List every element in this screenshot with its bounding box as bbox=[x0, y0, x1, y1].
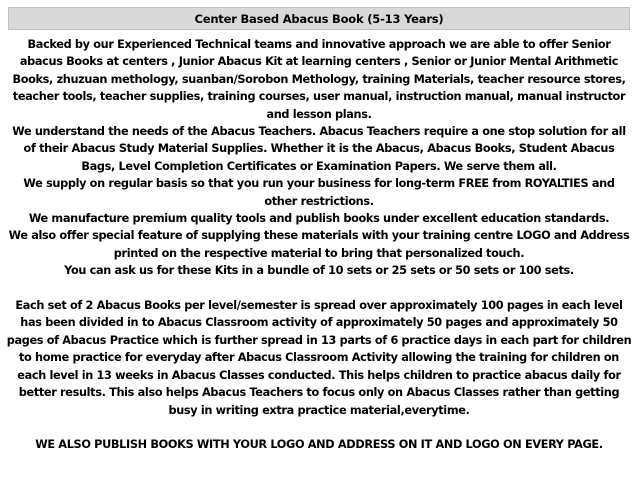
paragraph-gap bbox=[6, 280, 632, 297]
paragraph-offerings: Backed by our Experienced Technical teams and innovative approach we are able to offer Senior abacus Books at centers , Junior Abacus Kit at learning centers , Senior or Junior Mental Arithmetic Books, zhuzuan methology, suanban/Sorobon Methology, training Materials, teacher resource stores, teacher tools, teacher supplies, training courses, user manual, instruction manual, manual instructor and lesson plans. bbox=[12, 38, 626, 121]
paragraph-personalized-logo: We also offer special feature of supplying these materials with your training centre LOGO and Address printed on the respective material to bring that personalized touch. bbox=[8, 229, 630, 260]
paragraph-teacher-needs: We understand the needs of the Abacus Teachers. Abacus Teachers require a one stop solution for all of their Abacus Study Material Supplies. Whether it is the Abacus, Abacus Books, Student Abacus Bags, Level Completion Certificates or Examination Papers. We serve them all. bbox=[12, 125, 626, 173]
page-title: Center Based Abacus Book (5-13 Years) bbox=[194, 11, 444, 26]
closing-statement: WE ALSO PUBLISH BOOKS WITH YOUR LOGO AND ADDRESS ON IT AND LOGO ON EVERY PAGE. bbox=[35, 438, 603, 452]
paragraph-book-structure: Each set of 2 Abacus Books per level/semester is spread over approximately 100 pages in each level has been divided in to Abacus Classroom activity of approximately 50 pages and approximately 50 pages of Abacus Practice which is further spread in 13 parts of 6 practice days in each part for children to home practice for everyday after Abacus Classroom Activity allowing the training for children on each level in 13 weeks in Abacus Classes conducted. This helps children to practice abacus daily for better results. This also helps Abacus Teachers to focus only on Abacus Classes rather than getting busy in writing extra practice material,everytime. bbox=[6, 299, 632, 417]
title-bar bbox=[8, 7, 630, 30]
paragraph-quality: We manufacture premium quality tools and publish books under excellent education standards. bbox=[28, 212, 610, 226]
paragraph-royalty-free: We supply on regular basis so that you run your business for long-term FREE from ROYALTIES and other restrictions. bbox=[23, 177, 615, 208]
paragraph-bundles: You can ask us for these Kits in a bundle of 10 sets or 25 sets or 50 sets or 100 sets. bbox=[64, 264, 574, 278]
document-body bbox=[6, 36, 632, 454]
